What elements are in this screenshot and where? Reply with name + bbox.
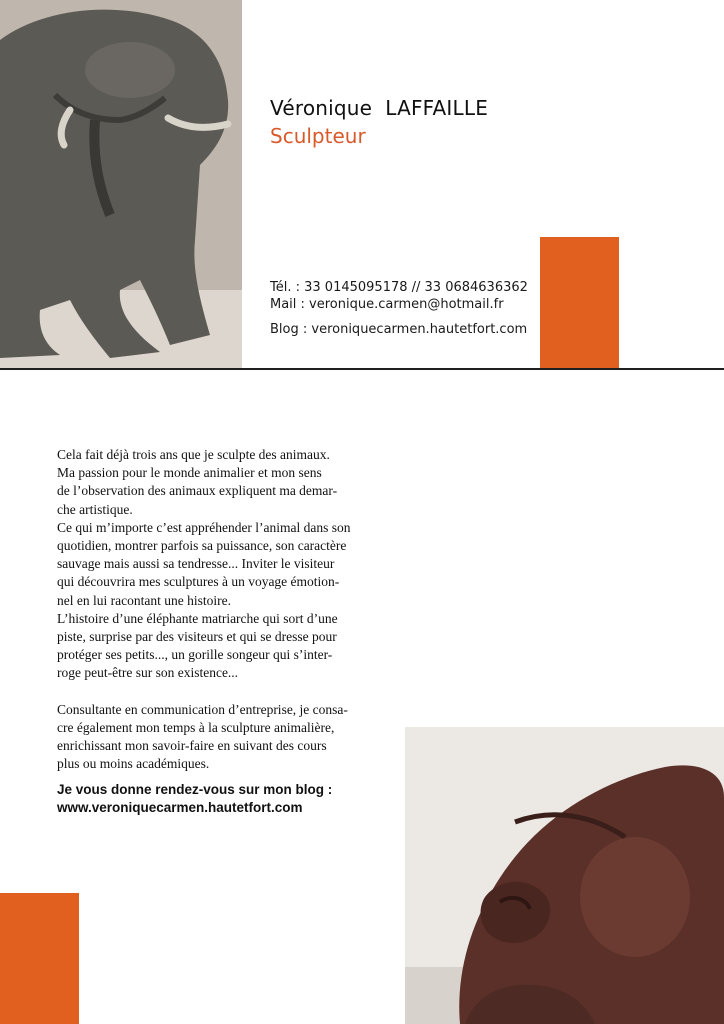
statement-line: L’histoire d’une éléphante matriarche qui sort d’une (57, 610, 338, 626)
statement-line: qui découvrira mes sculptures à un voyage émotion- (57, 574, 340, 590)
statement-line: protéger ses petits..., un gorille songeur qui s’inter- (57, 647, 333, 663)
statement-line: Ce qui m’importe c’est appréhender l’animal dans son (57, 519, 351, 535)
orange-accent-block-bottom (0, 893, 79, 1024)
elephant-sculpture-photo (0, 0, 242, 368)
statement-line: enrichissant mon savoir-faire en suivant des cours (57, 738, 327, 754)
cta-blog-link[interactable]: www.veroniquecarmen.hautetfort.com (57, 800, 303, 815)
statement-line: sauvage mais aussi sa tendresse... Inviter le visiteur (57, 556, 335, 572)
header-block (270, 96, 488, 148)
statement-line: Consultante en communication d’entreprise, je consa- (57, 701, 348, 717)
orange-accent-block-top (540, 237, 619, 368)
statement-line: nel en lui racontant une histoire. (57, 592, 231, 608)
statement-line: roge peut-être sur son existence... (57, 665, 239, 681)
gorilla-sculpture-illustration (405, 727, 724, 1024)
blog-line[interactable]: Blog : veroniquecarmen.hautetfort.com (270, 322, 528, 337)
contact-info (270, 279, 528, 338)
statement-line: Ma passion pour le monde animalier et mon sens (57, 465, 322, 481)
statement-line: piste, surprise par des visiteurs et qui se dresse pour (57, 629, 337, 645)
phone-line: Tél. : 33 0145095178 // 33 0684636362 (270, 280, 528, 295)
statement-line: che artistique. (57, 501, 133, 517)
statement-line: plus ou moins académiques. (57, 756, 210, 772)
statement-line: cre également mon temps à la sculpture animalière, (57, 719, 335, 735)
artist-role: Sculpteur (270, 124, 366, 148)
artist-statement (57, 446, 377, 773)
gorilla-sculpture-photo (405, 727, 724, 1024)
statement-line: quotidien, montrer parfois sa puissance, son caractère (57, 538, 347, 554)
mail-line[interactable]: Mail : veronique.carmen@hotmail.fr (270, 297, 504, 312)
statement-line: de l’observation des animaux expliquent ma demar- (57, 483, 338, 499)
cta-line: Je vous donne rendez-vous sur mon blog : (57, 782, 333, 797)
elephant-sculpture-illustration (0, 0, 242, 368)
section-divider (0, 368, 724, 370)
statement-line: Cela fait déjà trois ans que je sculpte des animaux. (57, 447, 330, 462)
artist-name: Véronique LAFFAILLE (270, 96, 489, 120)
blog-call-to-action (57, 781, 387, 817)
paragraph-spacer (57, 683, 377, 701)
